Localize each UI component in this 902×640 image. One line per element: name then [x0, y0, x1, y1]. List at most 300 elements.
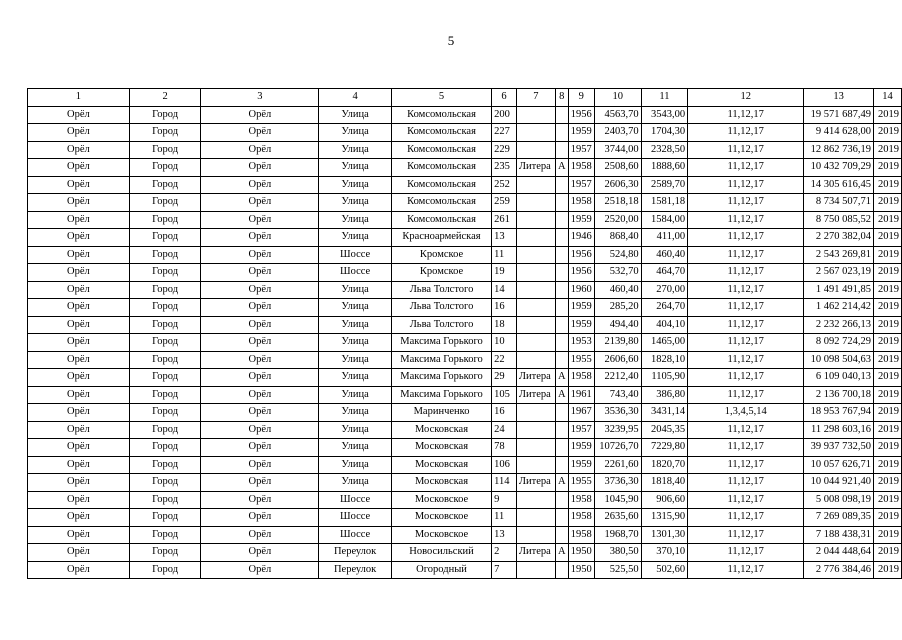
cell-locality: Орёл: [28, 421, 130, 439]
cell-letter-label: Литера: [516, 159, 555, 177]
cell-settlement-type: Город: [129, 351, 201, 369]
cell-build-year: 1957: [568, 141, 594, 159]
cell-locality: Орёл: [28, 526, 130, 544]
cell-house-number: 14: [492, 281, 517, 299]
cell-house-number: 229: [492, 141, 517, 159]
cell-work-codes: 11,12,17: [688, 299, 804, 317]
cell-living-area: 1828,10: [641, 351, 688, 369]
cell-house-number: 10: [492, 334, 517, 352]
cell-total-area: 868,40: [594, 229, 641, 247]
cell-plan-year: 2019: [873, 421, 901, 439]
cell-living-area: 1581,18: [641, 194, 688, 212]
cell-street-type: Улица: [319, 421, 392, 439]
cell-locality: Орёл: [28, 246, 130, 264]
page-number: 5: [447, 33, 455, 48]
column-header-build-year: 9: [568, 89, 594, 107]
table-row: [28, 281, 902, 299]
cell-total-area: 2518,18: [594, 194, 641, 212]
cell-plan-year: 2019: [873, 106, 901, 124]
cell-living-area: 1301,30: [641, 526, 688, 544]
cell-house-number: 261: [492, 211, 517, 229]
cell-house-number: 7: [492, 561, 517, 579]
cell-build-year: 1958: [568, 491, 594, 509]
cell-living-area: 1820,70: [641, 456, 688, 474]
table-row: [28, 526, 902, 544]
cell-work-codes: 11,12,17: [688, 246, 804, 264]
cell-cost: 12 862 736,19: [804, 141, 874, 159]
cell-plan-year: 2019: [873, 124, 901, 142]
column-header-living-area: 11: [641, 89, 688, 107]
cell-street-type: Улица: [319, 281, 392, 299]
cell-locality: Орёл: [28, 159, 130, 177]
cell-settlement-name: Орёл: [201, 106, 319, 124]
cell-work-codes: 11,12,17: [688, 229, 804, 247]
cell-total-area: 524,80: [594, 246, 641, 264]
cell-living-area: 404,10: [641, 316, 688, 334]
table-row: [28, 491, 902, 509]
cell-build-year: 1959: [568, 299, 594, 317]
registry-table: [27, 88, 902, 579]
cell-house-number: 200: [492, 106, 517, 124]
table-row: [28, 369, 902, 387]
cell-street-type: Переулок: [319, 544, 392, 562]
cell-settlement-type: Город: [129, 544, 201, 562]
cell-locality: Орёл: [28, 351, 130, 369]
cell-cost: 18 953 767,94: [804, 404, 874, 422]
cell-cost: 10 432 709,29: [804, 159, 874, 177]
cell-street-name: Комсомольская: [391, 124, 491, 142]
cell-settlement-name: Орёл: [201, 176, 319, 194]
cell-street-name: Кромское: [391, 246, 491, 264]
table-row: [28, 141, 902, 159]
cell-letter-value: [555, 246, 568, 264]
cell-letter-label: [516, 421, 555, 439]
cell-work-codes: 11,12,17: [688, 264, 804, 282]
cell-work-codes: 11,12,17: [688, 509, 804, 527]
cell-cost: 10 057 626,71: [804, 456, 874, 474]
cell-plan-year: 2019: [873, 176, 901, 194]
cell-cost: 10 098 504,63: [804, 351, 874, 369]
cell-letter-label: [516, 299, 555, 317]
cell-house-number: 106: [492, 456, 517, 474]
cell-total-area: 2261,60: [594, 456, 641, 474]
cell-locality: Орёл: [28, 229, 130, 247]
cell-street-type: Улица: [319, 124, 392, 142]
cell-house-number: 24: [492, 421, 517, 439]
cell-street-name: Максима Горького: [391, 369, 491, 387]
cell-settlement-type: Город: [129, 456, 201, 474]
cell-plan-year: 2019: [873, 334, 901, 352]
cell-locality: Орёл: [28, 281, 130, 299]
cell-cost: 1 491 491,85: [804, 281, 874, 299]
cell-plan-year: 2019: [873, 264, 901, 282]
cell-settlement-type: Город: [129, 194, 201, 212]
cell-letter-value: [555, 194, 568, 212]
table-row: [28, 404, 902, 422]
cell-letter-label: [516, 351, 555, 369]
cell-work-codes: 11,12,17: [688, 124, 804, 142]
cell-letter-label: [516, 229, 555, 247]
cell-house-number: 22: [492, 351, 517, 369]
cell-cost: 2 044 448,64: [804, 544, 874, 562]
cell-living-area: 1704,30: [641, 124, 688, 142]
cell-settlement-name: Орёл: [201, 334, 319, 352]
cell-cost: 14 305 616,45: [804, 176, 874, 194]
cell-street-type: Улица: [319, 159, 392, 177]
cell-letter-label: [516, 124, 555, 142]
cell-letter-value: [555, 351, 568, 369]
cell-total-area: 743,40: [594, 386, 641, 404]
cell-build-year: 1959: [568, 439, 594, 457]
cell-plan-year: 2019: [873, 159, 901, 177]
cell-street-name: Кромское: [391, 264, 491, 282]
cell-cost: 9 414 628,00: [804, 124, 874, 142]
column-header-work-codes: 12: [688, 89, 804, 107]
cell-plan-year: 2019: [873, 439, 901, 457]
cell-plan-year: 2019: [873, 299, 901, 317]
cell-street-type: Улица: [319, 369, 392, 387]
cell-settlement-name: Орёл: [201, 439, 319, 457]
cell-locality: Орёл: [28, 124, 130, 142]
cell-settlement-name: Орёл: [201, 509, 319, 527]
cell-build-year: 1961: [568, 386, 594, 404]
cell-living-area: 386,80: [641, 386, 688, 404]
header-row: [28, 89, 902, 107]
cell-settlement-name: Орёл: [201, 211, 319, 229]
cell-settlement-type: Город: [129, 561, 201, 579]
cell-house-number: 259: [492, 194, 517, 212]
cell-build-year: 1959: [568, 456, 594, 474]
cell-settlement-type: Город: [129, 264, 201, 282]
cell-living-area: 2589,70: [641, 176, 688, 194]
cell-letter-value: А: [555, 544, 568, 562]
cell-locality: Орёл: [28, 474, 130, 492]
cell-letter-value: А: [555, 159, 568, 177]
cell-letter-label: [516, 316, 555, 334]
cell-letter-value: [555, 264, 568, 282]
cell-living-area: 3431,14: [641, 404, 688, 422]
cell-street-type: Улица: [319, 474, 392, 492]
cell-settlement-name: Орёл: [201, 141, 319, 159]
cell-work-codes: 1,3,4,5,14: [688, 404, 804, 422]
cell-plan-year: 2019: [873, 404, 901, 422]
cell-living-area: 1584,00: [641, 211, 688, 229]
table-row: [28, 386, 902, 404]
cell-living-area: 270,00: [641, 281, 688, 299]
cell-plan-year: 2019: [873, 456, 901, 474]
table-row: [28, 544, 902, 562]
cell-settlement-name: Орёл: [201, 421, 319, 439]
cell-street-name: Максима Горького: [391, 351, 491, 369]
cell-settlement-type: Город: [129, 421, 201, 439]
cell-work-codes: 11,12,17: [688, 159, 804, 177]
cell-street-name: Комсомольская: [391, 141, 491, 159]
cell-living-area: 370,10: [641, 544, 688, 562]
cell-street-type: Улица: [319, 141, 392, 159]
cell-work-codes: 11,12,17: [688, 351, 804, 369]
cell-build-year: 1956: [568, 106, 594, 124]
table-row: [28, 561, 902, 579]
cell-settlement-type: Город: [129, 141, 201, 159]
cell-work-codes: 11,12,17: [688, 491, 804, 509]
cell-total-area: 2508,60: [594, 159, 641, 177]
cell-living-area: 2045,35: [641, 421, 688, 439]
cell-total-area: 3736,30: [594, 474, 641, 492]
cell-plan-year: 2019: [873, 526, 901, 544]
cell-living-area: 1105,90: [641, 369, 688, 387]
cell-build-year: 1955: [568, 474, 594, 492]
cell-settlement-type: Город: [129, 369, 201, 387]
cell-house-number: 252: [492, 176, 517, 194]
cell-street-type: Улица: [319, 299, 392, 317]
cell-total-area: 2212,40: [594, 369, 641, 387]
cell-house-number: 78: [492, 439, 517, 457]
cell-street-name: Красноармейская: [391, 229, 491, 247]
column-header-cost: 13: [804, 89, 874, 107]
cell-total-area: 1045,90: [594, 491, 641, 509]
cell-house-number: 105: [492, 386, 517, 404]
cell-build-year: 1958: [568, 159, 594, 177]
column-header-street-name: 5: [391, 89, 491, 107]
cell-cost: 2 136 700,18: [804, 386, 874, 404]
cell-plan-year: 2019: [873, 561, 901, 579]
cell-locality: Орёл: [28, 316, 130, 334]
cell-locality: Орёл: [28, 456, 130, 474]
column-header-total-area: 10: [594, 89, 641, 107]
cell-plan-year: 2019: [873, 351, 901, 369]
cell-work-codes: 11,12,17: [688, 211, 804, 229]
cell-letter-label: [516, 211, 555, 229]
cell-total-area: 460,40: [594, 281, 641, 299]
cell-house-number: 16: [492, 299, 517, 317]
cell-street-type: Улица: [319, 211, 392, 229]
cell-total-area: 380,50: [594, 544, 641, 562]
table-row: [28, 229, 902, 247]
cell-total-area: 525,50: [594, 561, 641, 579]
cell-house-number: 18: [492, 316, 517, 334]
cell-work-codes: 11,12,17: [688, 316, 804, 334]
cell-letter-value: [555, 281, 568, 299]
cell-letter-value: [555, 421, 568, 439]
cell-cost: 6 109 040,13: [804, 369, 874, 387]
cell-plan-year: 2019: [873, 281, 901, 299]
cell-settlement-type: Город: [129, 299, 201, 317]
cell-plan-year: 2019: [873, 491, 901, 509]
cell-street-name: Московская: [391, 456, 491, 474]
cell-settlement-name: Орёл: [201, 526, 319, 544]
cell-locality: Орёл: [28, 211, 130, 229]
cell-total-area: 2403,70: [594, 124, 641, 142]
cell-plan-year: 2019: [873, 211, 901, 229]
cell-settlement-type: Город: [129, 159, 201, 177]
cell-letter-label: Литера: [516, 474, 555, 492]
cell-letter-value: [555, 491, 568, 509]
cell-letter-value: [555, 211, 568, 229]
table-row: [28, 194, 902, 212]
cell-settlement-name: Орёл: [201, 474, 319, 492]
cell-street-type: Переулок: [319, 561, 392, 579]
cell-letter-value: [555, 509, 568, 527]
cell-cost: 2 543 269,81: [804, 246, 874, 264]
cell-street-name: Московское: [391, 526, 491, 544]
cell-build-year: 1957: [568, 421, 594, 439]
cell-plan-year: 2019: [873, 386, 901, 404]
cell-cost: 7 188 438,31: [804, 526, 874, 544]
cell-house-number: 19: [492, 264, 517, 282]
cell-street-type: Улица: [319, 194, 392, 212]
cell-street-name: Максима Горького: [391, 334, 491, 352]
column-header-settlement-name: 3: [201, 89, 319, 107]
cell-work-codes: 11,12,17: [688, 334, 804, 352]
cell-letter-label: [516, 561, 555, 579]
cell-settlement-type: Город: [129, 474, 201, 492]
cell-cost: 5 008 098,19: [804, 491, 874, 509]
cell-street-name: Комсомольская: [391, 194, 491, 212]
column-header-letter-value: 8: [555, 89, 568, 107]
cell-cost: 8 734 507,71: [804, 194, 874, 212]
cell-build-year: 1950: [568, 544, 594, 562]
cell-settlement-type: Город: [129, 404, 201, 422]
table-row: [28, 124, 902, 142]
table-row: [28, 351, 902, 369]
cell-settlement-name: Орёл: [201, 246, 319, 264]
cell-street-type: Улица: [319, 229, 392, 247]
cell-street-type: Улица: [319, 106, 392, 124]
cell-settlement-name: Орёл: [201, 264, 319, 282]
cell-living-area: 411,00: [641, 229, 688, 247]
cell-locality: Орёл: [28, 334, 130, 352]
cell-street-type: Улица: [319, 334, 392, 352]
cell-settlement-type: Город: [129, 439, 201, 457]
cell-cost: 2 232 266,13: [804, 316, 874, 334]
table-body: [28, 106, 902, 579]
table-row: [28, 246, 902, 264]
cell-plan-year: 2019: [873, 474, 901, 492]
cell-locality: Орёл: [28, 141, 130, 159]
cell-total-area: 2520,00: [594, 211, 641, 229]
table-row: [28, 509, 902, 527]
cell-street-type: Шоссе: [319, 264, 392, 282]
cell-cost: 2 270 382,04: [804, 229, 874, 247]
cell-letter-value: [555, 404, 568, 422]
cell-total-area: 3239,95: [594, 421, 641, 439]
cell-house-number: 11: [492, 246, 517, 264]
cell-letter-value: А: [555, 369, 568, 387]
table-row: [28, 176, 902, 194]
cell-plan-year: 2019: [873, 194, 901, 212]
cell-letter-label: [516, 176, 555, 194]
cell-settlement-name: Орёл: [201, 124, 319, 142]
cell-street-name: Комсомольская: [391, 159, 491, 177]
cell-work-codes: 11,12,17: [688, 386, 804, 404]
cell-settlement-name: Орёл: [201, 229, 319, 247]
cell-settlement-name: Орёл: [201, 351, 319, 369]
cell-street-name: Комсомольская: [391, 176, 491, 194]
cell-house-number: 29: [492, 369, 517, 387]
cell-letter-label: [516, 264, 555, 282]
cell-settlement-name: Орёл: [201, 404, 319, 422]
table-row: [28, 159, 902, 177]
table-row: [28, 106, 902, 124]
cell-cost: 8 092 724,29: [804, 334, 874, 352]
cell-living-area: 464,70: [641, 264, 688, 282]
cell-locality: Орёл: [28, 439, 130, 457]
cell-settlement-type: Город: [129, 334, 201, 352]
cell-letter-label: Литера: [516, 544, 555, 562]
cell-street-type: Улица: [319, 176, 392, 194]
cell-total-area: 532,70: [594, 264, 641, 282]
cell-locality: Орёл: [28, 561, 130, 579]
cell-letter-label: [516, 404, 555, 422]
cell-settlement-name: Орёл: [201, 369, 319, 387]
cell-build-year: 1958: [568, 369, 594, 387]
cell-cost: 8 750 085,52: [804, 211, 874, 229]
cell-cost: 1 462 214,42: [804, 299, 874, 317]
table-row: [28, 316, 902, 334]
cell-letter-label: [516, 334, 555, 352]
cell-cost: 2 776 384,46: [804, 561, 874, 579]
cell-work-codes: 11,12,17: [688, 561, 804, 579]
cell-letter-value: [555, 124, 568, 142]
cell-letter-value: А: [555, 474, 568, 492]
cell-letter-label: [516, 509, 555, 527]
cell-work-codes: 11,12,17: [688, 544, 804, 562]
cell-letter-value: [555, 561, 568, 579]
cell-locality: Орёл: [28, 509, 130, 527]
cell-total-area: 10726,70: [594, 439, 641, 457]
cell-total-area: 285,20: [594, 299, 641, 317]
cell-total-area: 2635,60: [594, 509, 641, 527]
table-row: [28, 334, 902, 352]
cell-cost: 11 298 603,16: [804, 421, 874, 439]
cell-street-type: Улица: [319, 404, 392, 422]
cell-total-area: 2606,60: [594, 351, 641, 369]
cell-build-year: 1953: [568, 334, 594, 352]
cell-total-area: 2139,80: [594, 334, 641, 352]
cell-total-area: 3744,00: [594, 141, 641, 159]
cell-letter-value: [555, 176, 568, 194]
cell-living-area: 2328,50: [641, 141, 688, 159]
cell-living-area: 1315,90: [641, 509, 688, 527]
cell-house-number: 11: [492, 509, 517, 527]
cell-settlement-name: Орёл: [201, 194, 319, 212]
cell-total-area: 494,40: [594, 316, 641, 334]
cell-letter-label: [516, 456, 555, 474]
cell-build-year: 1955: [568, 351, 594, 369]
cell-locality: Орёл: [28, 264, 130, 282]
cell-work-codes: 11,12,17: [688, 176, 804, 194]
cell-street-name: Льва Толстого: [391, 281, 491, 299]
cell-total-area: 2606,30: [594, 176, 641, 194]
table-row: [28, 264, 902, 282]
cell-build-year: 1950: [568, 561, 594, 579]
cell-plan-year: 2019: [873, 509, 901, 527]
cell-cost: 10 044 921,40: [804, 474, 874, 492]
cell-settlement-type: Город: [129, 106, 201, 124]
cell-cost: 2 567 023,19: [804, 264, 874, 282]
column-header-plan-year: 14: [873, 89, 901, 107]
cell-build-year: 1956: [568, 246, 594, 264]
cell-street-type: Улица: [319, 439, 392, 457]
table-row: [28, 299, 902, 317]
cell-living-area: 7229,80: [641, 439, 688, 457]
cell-street-type: Шоссе: [319, 246, 392, 264]
cell-settlement-type: Город: [129, 316, 201, 334]
cell-letter-label: [516, 439, 555, 457]
cell-street-name: Льва Толстого: [391, 299, 491, 317]
cell-settlement-name: Орёл: [201, 316, 319, 334]
cell-work-codes: 11,12,17: [688, 526, 804, 544]
